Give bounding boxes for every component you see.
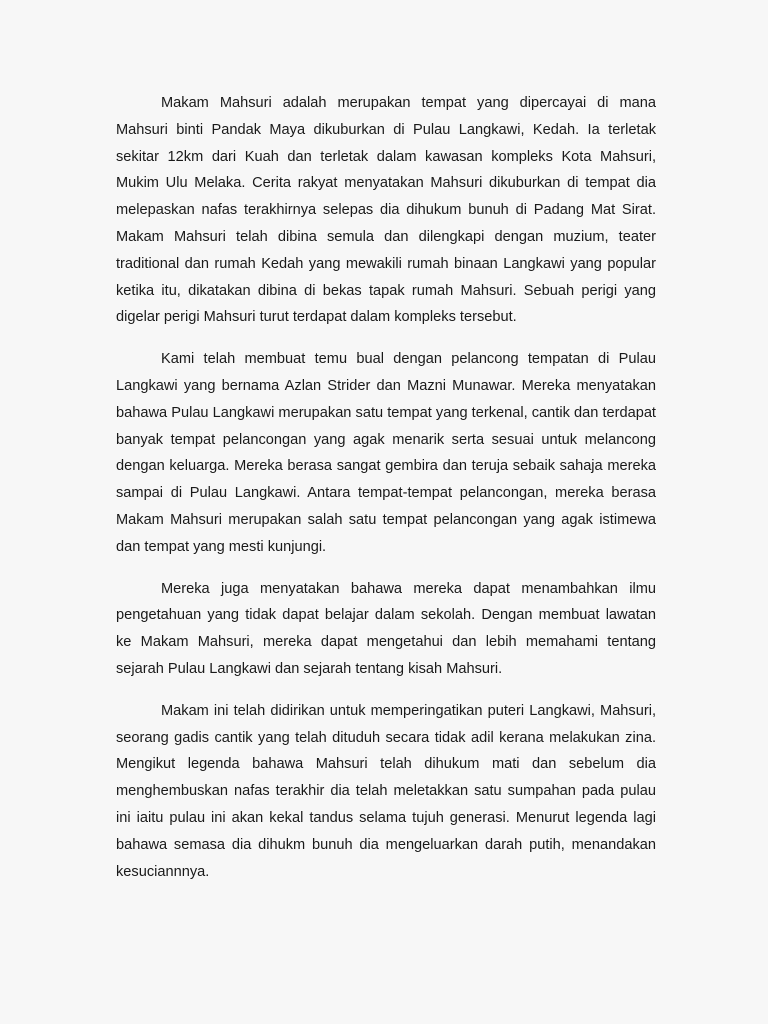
paragraph-3: Mereka juga menyatakan bahawa mereka dapat menambahkan ilmu pengetahuan yang tidak dapat belajar dalam sekolah. Dengan membuat lawatan ke Makam Mahsuri, mereka dapat mengetahui dan lebih memahami tentang sejarah Pulau Langkawi dan sejarah tentang kisah Mahsuri. <box>116 580 656 677</box>
paragraph-2: Kami telah membuat temu bual dengan pelancong tempatan di Pulau Langkawi yang bernama Azlan Strider dan Mazni Munawar. Mereka menyatakan bahawa Pulau Langkawi merupakan satu tempat yang terkenal, cantik dan terdapat banyak tempat pelancongan yang agak menarik serta sesuai untuk melancong dengan keluarga. Mereka berasa sangat gembira dan teruja sebaik sahaja mereka sampai di Pulau Langkawi. Antara tempat-tempat pelancongan, mereka berasa Makam Mahsuri merupakan salah satu tempat pelancongan yang agak istimewa dan tempat yang mesti kunjungi. <box>116 351 656 555</box>
paragraph-1: Makam Mahsuri adalah merupakan tempat yang dipercayai di mana Mahsuri binti Pandak Maya dikuburkan di Pulau Langkawi, Kedah. Ia terletak sekitar 12km dari Kuah dan terletak dalam kawasan kompleks Kota Mahsuri, Mukim Ulu Melaka. Cerita rakyat menyatakan Mahsuri dikuburkan di tempat dia melepaskan nafas terakhirnya selepas dia dihukum bunuh di Padang Mat Sirat. Makam Mahsuri telah dibina semula dan dilengkapi dengan muzium, teater traditional dan rumah Kedah yang mewakili rumah binaan Langkawi yang popular ketika itu, dikatakan dibina di bekas tapak rumah Mahsuri. Sebuah perigi yang digelar perigi Mahsuri turut terdapat dalam kompleks tersebut. <box>116 95 656 326</box>
document-body <box>116 90 656 900</box>
paragraph-4: Makam ini telah didirikan untuk memperingatikan puteri Langkawi, Mahsuri, seorang gadis cantik yang telah dituduh secara tidak adil kerana melakukan zina. Mengikut legenda bahawa Mahsuri telah dihukum mati dan sebelum dia menghembuskan nafas terakhir dia telah meletakkan satu sumpahan pada pulau ini iaitu pulau ini akan kekal tandus selama tujuh generasi. Menurut legenda lagi bahawa semasa dia dihukm bunuh dia mengeluarkan darah putih, menandakan kesuciannnya. <box>116 702 656 880</box>
